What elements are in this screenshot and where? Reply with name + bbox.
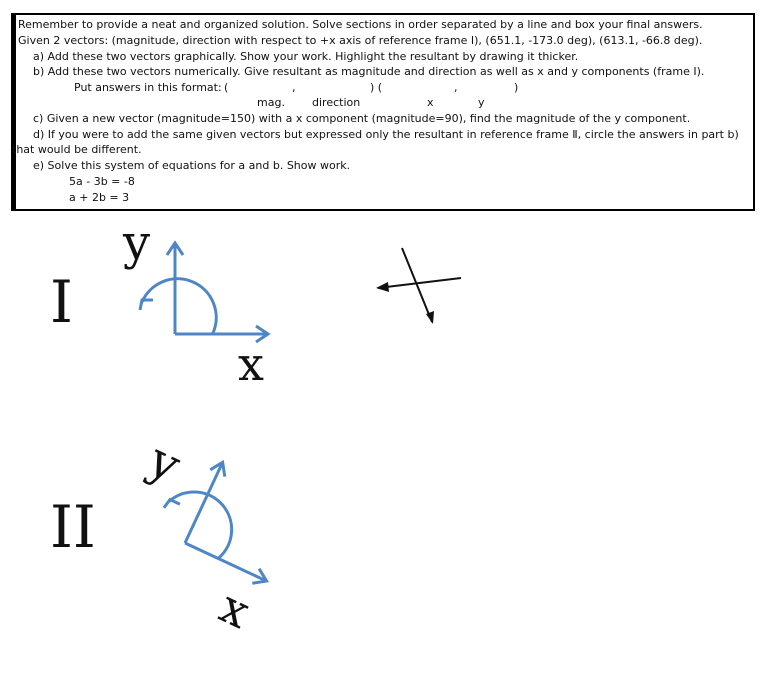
frame-1-x-label: x [238,337,264,391]
part-d-text-continued: that would be different. [12,143,142,156]
frame-2-axes [151,448,304,588]
answer-format-paren-open: ( [224,81,229,94]
equation-1: 5a - 3b = -8 [69,175,135,188]
answer-format-comma-1: , [292,81,296,94]
part-a-text: a) Add these two vectors graphically. Show your work. Highlight the resultant by drawing it thicker. [33,50,579,63]
frame-1-label: I [50,268,73,336]
sketch-horizontal-vector [378,278,461,288]
part-e-text: e) Solve this system of equations for a and b. Show work. [33,159,351,172]
frame-2-arc-arrowhead [164,499,180,514]
part-d-text: d) If you were to add the same given vectors but expressed only the resultant in reference frame Ⅱ, circle the answers in part b) [33,128,739,141]
answer-format-x-label: x [427,96,434,109]
frame-1-arc-arrowhead [140,300,153,310]
answer-format-direction-label: direction [312,96,361,109]
instructions-line: Remember to provide a neat and organized solution. Solve sections in order separated by a line and box your final answers. [18,18,703,31]
answer-format-mag-label: mag. [257,96,285,109]
frame-1-axes [140,243,268,342]
frame-1-rotation-arc [142,279,216,333]
vector-sketch [376,248,461,324]
part-b-text: b) Add these two vectors numerically. Give resultant as magnitude and direction as well as x and y components (frame Ⅰ). [33,65,705,78]
frame-2-y-label: y [140,431,189,495]
equation-2: a + 2b = 3 [69,191,130,204]
frame-2-x-label: x [211,579,259,639]
part-c-text: c) Given a new vector (magnitude=150) with a x component (magnitude=90), find the magnitude of the y component. [33,112,691,125]
answer-format-comma-2: , [454,81,458,94]
answer-format-paren-middle: ) ( [370,81,383,94]
sketch-diagonal-arrowhead [426,311,434,324]
frame-2-rotation-arc [156,481,244,559]
given-vectors-line: Given 2 vectors: (magnitude, direction with respect to +x axis of reference frame Ⅰ), (651.1, -173.0 deg), (613.1, -66.8 deg). [18,34,703,47]
frame-1-y-label: y [123,215,151,271]
answer-format-y-label: y [478,96,485,109]
answer-format-label: Put answers in this format: [74,81,222,94]
frame-2-label: II [50,493,96,561]
frame-2-y-axis [185,464,222,543]
answer-format-paren-close: ) [514,81,519,94]
